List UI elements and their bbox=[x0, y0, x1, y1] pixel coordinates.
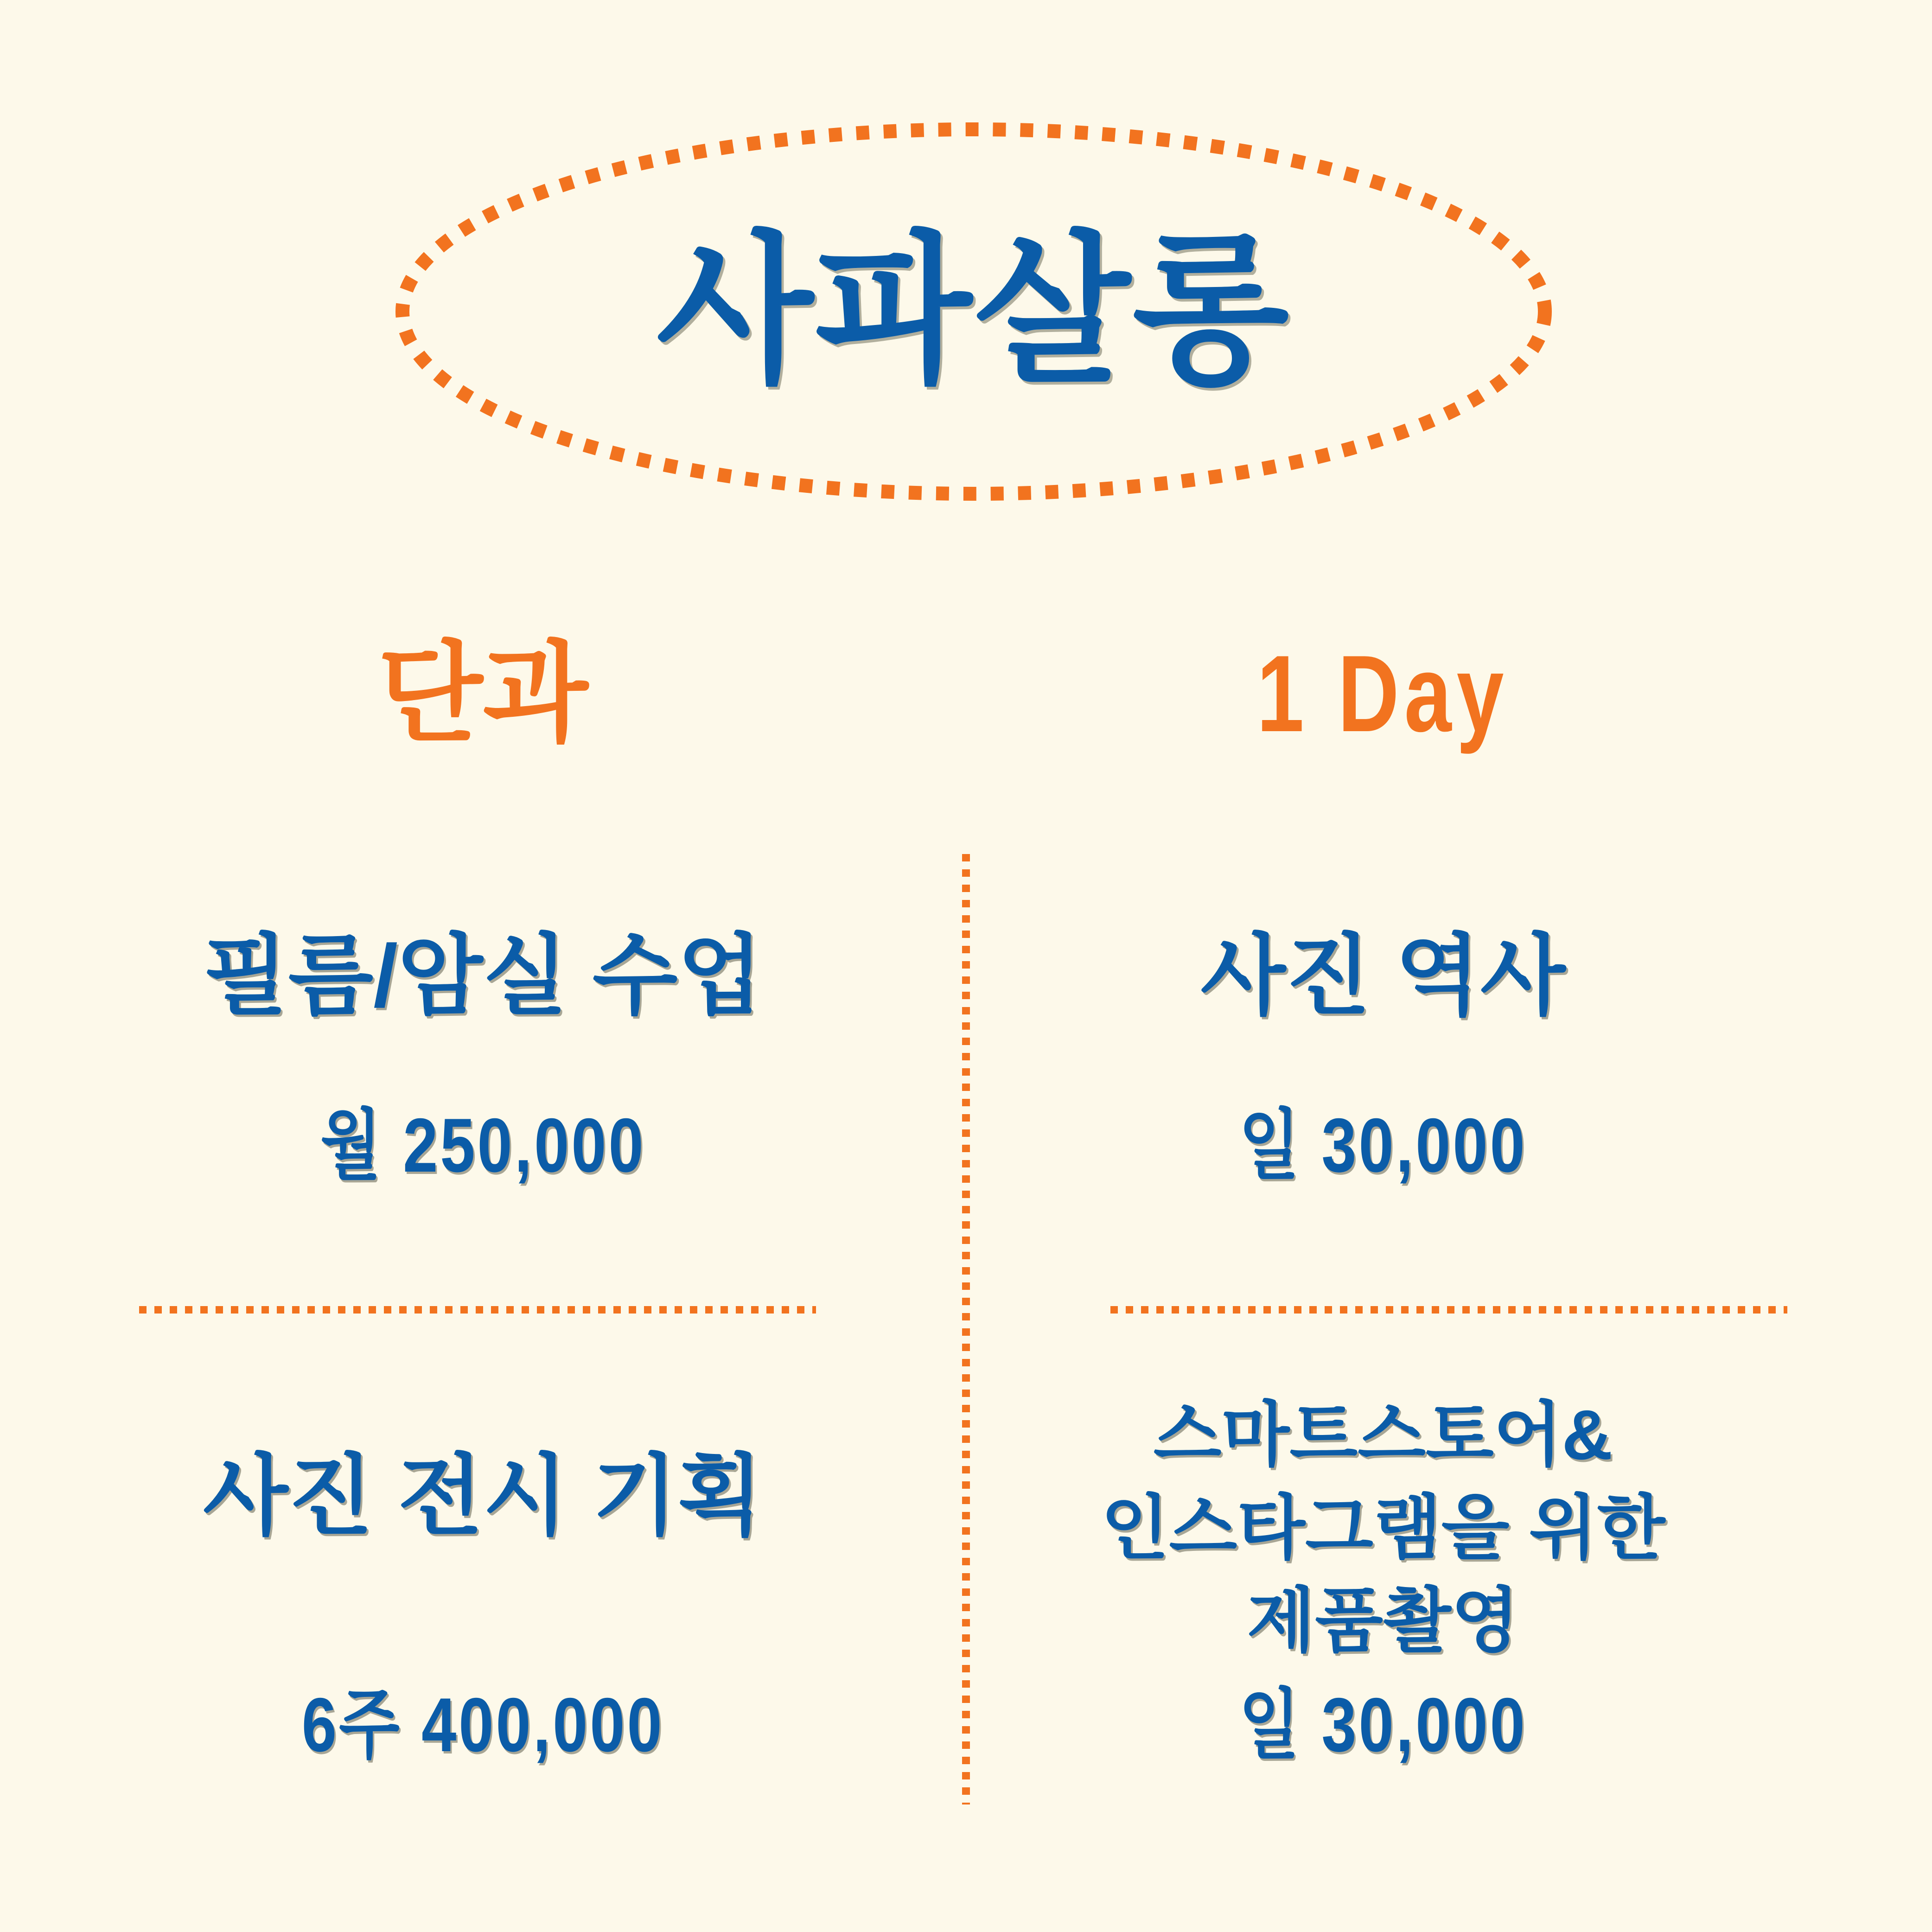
course-name-photo-history: 사진 역사 bbox=[1200, 927, 1566, 1025]
course-price-product-photography: 일 30,000 bbox=[1239, 1682, 1527, 1767]
dotted-divider-right bbox=[1110, 1306, 1787, 1314]
column-header-danwa: 단과 bbox=[377, 632, 588, 754]
course-price-photo-history: 일 30,000 bbox=[1239, 1103, 1527, 1188]
poster-title: 사파살롱 bbox=[656, 220, 1291, 402]
column-header-1day bbox=[966, 632, 1800, 754]
course-name-line-2: 인스타그램을 위한 bbox=[1101, 1488, 1665, 1568]
course-name-film-darkroom: 필름/암실 수업 bbox=[203, 927, 763, 1025]
course-name-exhibition-planning: 사진 전시 기획 bbox=[203, 1447, 763, 1545]
course-name-product-photography bbox=[966, 1389, 1800, 1668]
column-header-1day-label: 1 Day bbox=[1257, 632, 1509, 754]
dotted-divider-left bbox=[139, 1306, 816, 1314]
course-price-film-darkroom: 월 250,000 bbox=[320, 1103, 646, 1188]
course-price-exhibition-planning: 6주 400,000 bbox=[301, 1682, 664, 1767]
course-name-line-3: 제품촬영 bbox=[1247, 1581, 1519, 1661]
course-name-line-1: 스마트스토어& bbox=[1153, 1396, 1613, 1474]
